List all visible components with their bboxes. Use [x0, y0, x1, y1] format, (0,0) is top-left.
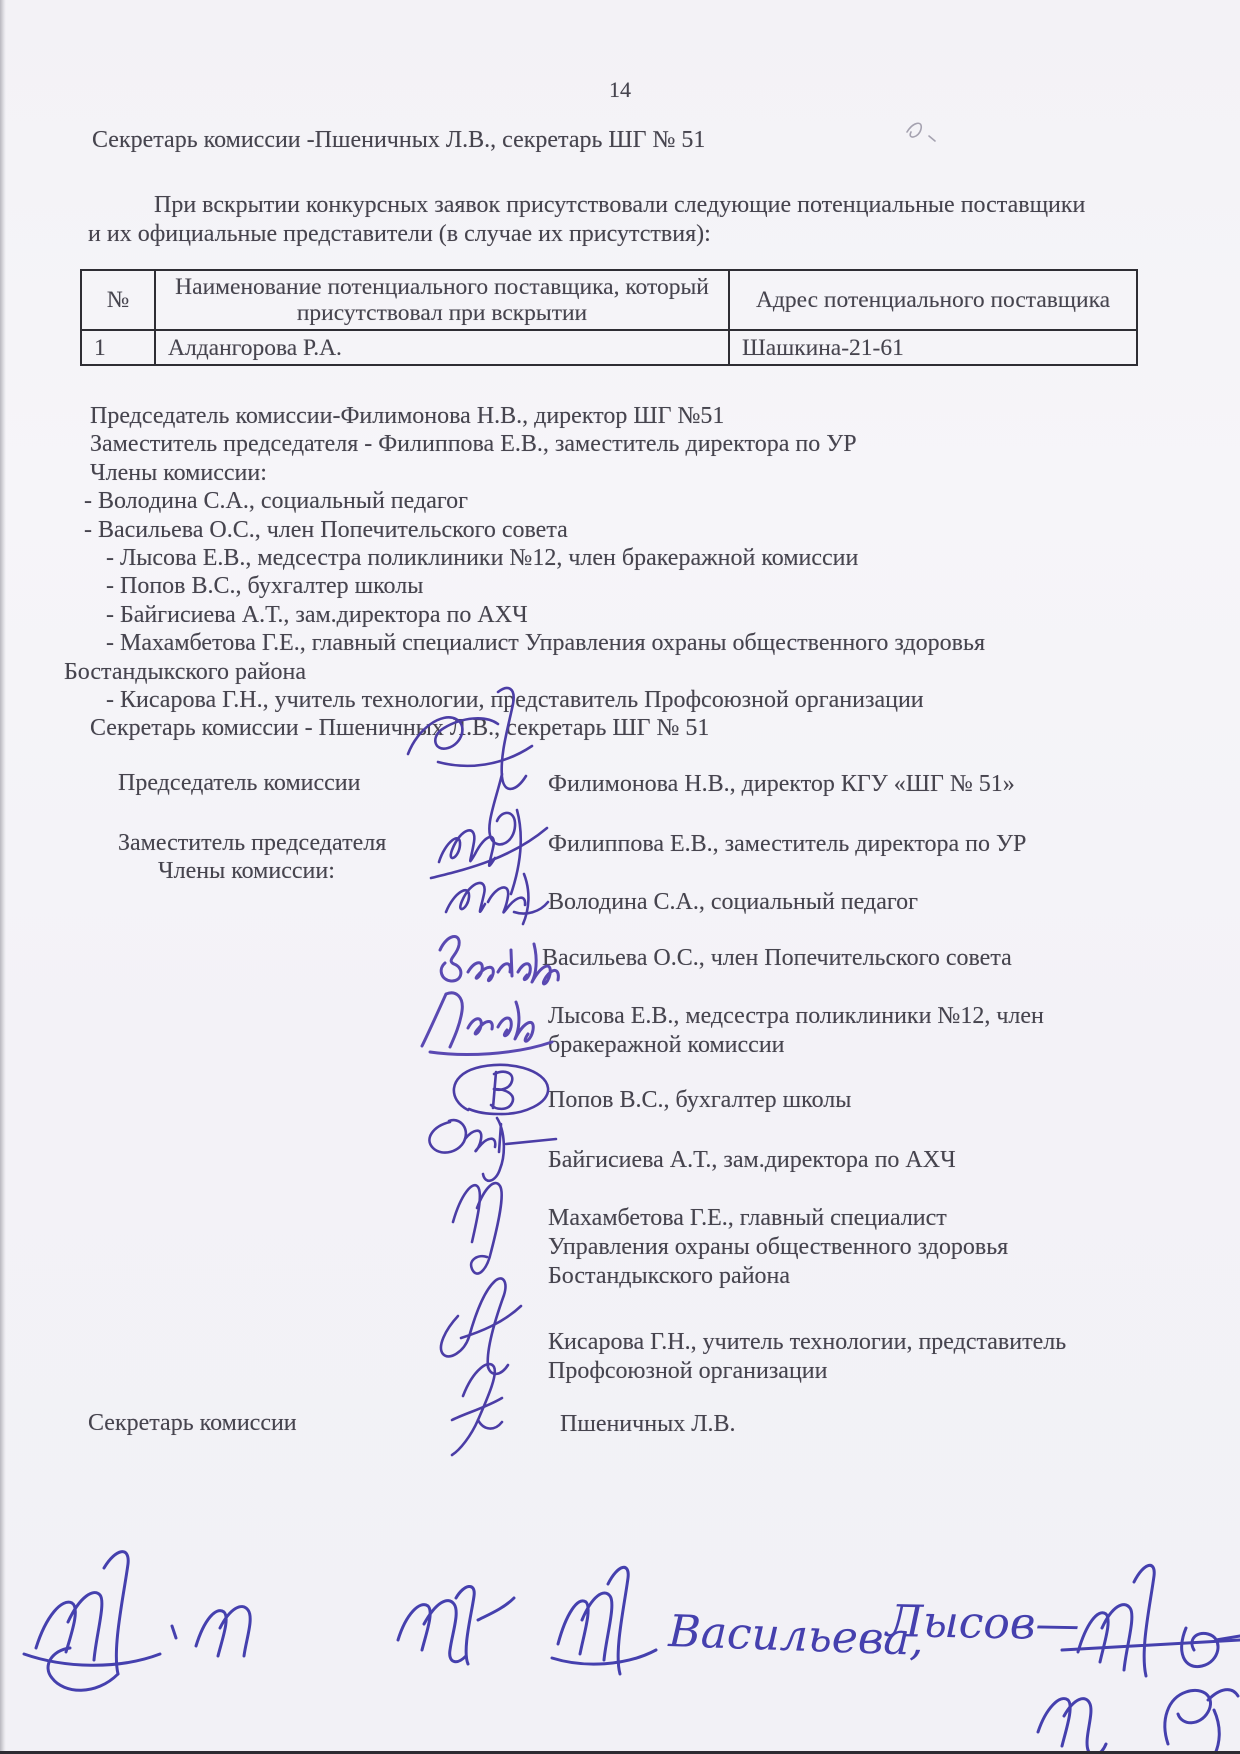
commission-line: Заместитель председателя - Филиппова Е.В., заместитель директора по УР: [90, 431, 857, 458]
col-header-no: №: [81, 270, 155, 330]
bottom-signature-7: [1165, 1690, 1238, 1754]
label-secretary: Секретарь комиссии: [88, 1410, 297, 1436]
signer-filippova: Филиппова Е.В., заместитель директора по УР: [548, 831, 1027, 857]
signer-lysova: [548, 1002, 1044, 1060]
signer-lysova-line1: Лысова Е.В., медсестра поликлиники №12, член: [548, 1003, 1044, 1029]
bottom-signature-vasileva-script: Васильева,: [667, 1606, 925, 1666]
label-chairman: Председатель комиссии: [118, 770, 361, 796]
label-members: Члены комиссии:: [158, 858, 335, 884]
bottom-signature-2: [196, 1607, 250, 1656]
cell-no: 1: [81, 330, 155, 365]
bottom-signature-1: [24, 1552, 176, 1691]
bottom-signature-4: [552, 1567, 656, 1674]
commission-line: Секретарь комиссии - Пшеничных Л.В., секретарь ШГ № 51: [90, 715, 710, 742]
bottom-signature-3: [398, 1586, 514, 1664]
cell-address: Шашкина-21-61: [729, 330, 1137, 365]
signature-makhambetova: [435, 1170, 523, 1285]
signer-makhambetova-line2: Управления охраны общественного здоровья: [548, 1233, 1009, 1260]
signature-pshenichnykh: [430, 1352, 520, 1460]
commission-line: - Махамбетова Г.Е., главный специалист Управления охраны общественного здоровья: [106, 630, 985, 657]
signer-popov: Попов В.С., бухгалтер школы: [548, 1087, 852, 1113]
table-header-row: [81, 270, 1137, 330]
bottom-signature-5: [1062, 1565, 1240, 1676]
signer-kisarova: [548, 1328, 1066, 1386]
signer-filimonova: Филимонова Н.В., директор КГУ «ШГ № 51»: [548, 771, 1015, 797]
intro-paragraph: [88, 191, 1164, 248]
commission-line: Бостандыкского района: [64, 658, 307, 685]
col-header-name-line2: присутствовал при вскрытии: [296, 300, 588, 326]
suppliers-table: [80, 269, 1138, 366]
commission-line: - Попов В.С., бухгалтер школы: [106, 573, 424, 600]
commission-line: Председатель комиссии-Филимонова Н.В., директор ШГ №51: [90, 403, 725, 429]
bottom-signature-6: [1038, 1699, 1106, 1754]
page-number: 14: [609, 77, 631, 102]
secretary-header-line: Секретарь комиссии -Пшеничных Л.В., секретарь ШГ № 51: [92, 127, 706, 153]
signer-makhambetova: [548, 1204, 1008, 1290]
signer-volodina: Володина С.А., социальный педагог: [548, 889, 918, 915]
commission-line: - Володина С.А., социальный педагог: [84, 488, 468, 515]
signer-kisarova-line1: Кисарова Г.Н., учитель технологии, представитель: [548, 1329, 1067, 1355]
bottom-signatures-strip: [0, 1528, 1240, 1754]
signer-makhambetova-line3: Бостандыкского района: [548, 1262, 791, 1289]
pencil-mark: [895, 112, 950, 148]
commission-line: - Кисарова Г.Н., учитель технологии, представитель Профсоюзной организации: [106, 687, 924, 714]
signer-kisarova-line2: Профсоюзной организации: [548, 1357, 828, 1384]
intro-line-1: При вскрытии конкурсных заявок присутствовали следующие потенциальные поставщики: [154, 192, 1086, 218]
bottom-signature-lysova-script: Лысов—: [885, 1596, 1080, 1651]
cell-name: Алдангорова Р.А.: [155, 330, 729, 365]
col-header-name-line1: Наименование потенциального поставщика, который: [175, 274, 709, 300]
signer-lysova-line2: бракеражной комиссии: [548, 1031, 785, 1058]
commission-line: - Байгисиева А.Т., зам.директора по АХЧ: [106, 601, 528, 628]
intro-line-2: и их официальные представители (в случае их присутствия):: [88, 220, 711, 247]
signer-vasileva: Васильева О.С., член Попечительского совета: [542, 945, 1012, 971]
commission-list: [64, 402, 1144, 743]
commission-line: Члены комиссии:: [90, 459, 267, 486]
commission-line: - Лысова Е.В., медсестра поликлиники №12, член бракеражной комиссии: [106, 545, 859, 572]
scan-left-edge: [0, 0, 6, 1754]
signer-pshenichnykh: Пшеничных Л.В.: [560, 1411, 736, 1437]
signer-makhambetova-line1: Махамбетова Г.Е., главный специалист: [548, 1205, 947, 1231]
signer-baigisieva: Байгисиева А.Т., зам.директора по АХЧ: [548, 1147, 956, 1173]
table-row: [81, 330, 1137, 365]
col-header-name: [155, 270, 729, 330]
commission-line: - Васильева О.С., член Попечительского совета: [84, 516, 568, 543]
signature-volodina: [438, 866, 553, 928]
signature-lysova: [412, 972, 560, 1057]
label-deputy: Заместитель председателя: [118, 830, 387, 856]
col-header-address: Адрес потенциального поставщика: [729, 270, 1137, 330]
